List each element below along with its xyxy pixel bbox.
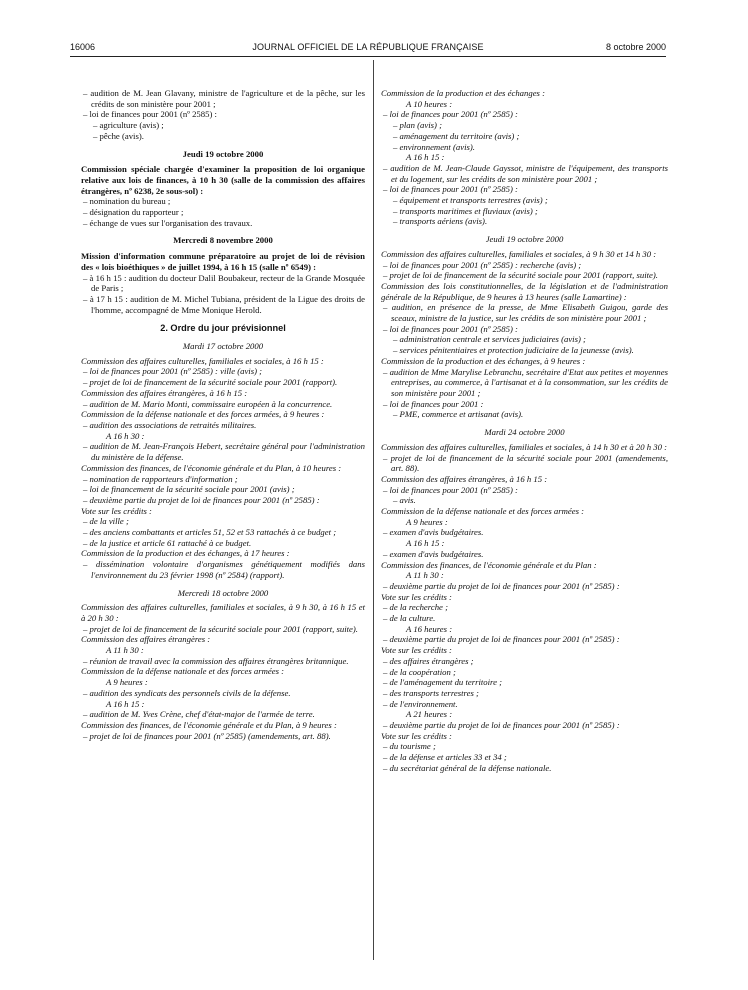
time-label: A 21 heures : [406, 709, 453, 720]
agenda-item: – deuxième partie du projet de loi de finances pour 2001 (nº 2585) : [383, 580, 620, 591]
vote-item: – du secrétariat général de la défense nationale. [383, 762, 552, 773]
agenda-item: – à 16 h 15 : audition du docteur Dalil Boubakeur, recteur de la Grande Mosquée de Paris ; [83, 272, 365, 294]
agenda-subitem: – environnement (avis). [393, 141, 475, 152]
vote-label: Vote sur les crédits : [381, 645, 452, 656]
commission-title: Commission des affaires culturelles, familiales et sociales, à 14 h 30 et à 20 h 30 : [381, 441, 668, 452]
time-label: A 16 h 15 : [106, 698, 145, 709]
vote-item: – de la justice et article 61 rattaché à ce budget. [83, 537, 252, 548]
commission-title: Commission des affaires culturelles, familiales et sociales, à 16 h 15 : [81, 355, 324, 366]
commission-title: Commission des affaires culturelles, familiales et sociales, à 9 h 30, à 16 h 15 et à 20 h 30 : [81, 602, 365, 623]
day-heading: Jeudi 19 octobre 2000 [182, 148, 264, 159]
vote-label: Vote sur les crédits : [81, 505, 152, 516]
agenda-subitem: – aménagement du territoire (avis) ; [393, 130, 520, 141]
vote-item: – de la défense et articles 33 et 34 ; [383, 752, 507, 763]
day-heading: Jeudi 19 octobre 2000 [485, 234, 564, 245]
vote-item: – des affaires étrangères ; [383, 655, 474, 666]
agenda-item: – loi de finances pour 2001 (nº 2585) : [383, 484, 518, 495]
agenda-item: – audition de M. Jean Glavany, ministre de l'agriculture et de la pêche, sur les crédits de son ministère pour 2001 ; [83, 88, 365, 109]
agenda-item: – deuxième partie du projet de loi de finances pour 2001 (nº 2585) : [383, 720, 620, 731]
agenda-subitem: – équipement et transports terrestres (avis) ; [393, 195, 548, 206]
day-heading: Mercredi 18 octobre 2000 [177, 587, 269, 598]
time-label: A 11 h 30 : [406, 570, 444, 581]
commission-title: Commission des affaires étrangères : [81, 634, 211, 645]
agenda-subitem: – PME, commerce et artisanat (avis). [393, 409, 524, 420]
agenda-item: – audition de M. Mario Monti, commissaire européen à la concurrence. [83, 398, 333, 409]
vote-item: – du tourisme ; [383, 741, 436, 752]
vote-item: – de l'environnement. [383, 698, 458, 709]
column-divider [373, 60, 374, 960]
agenda-subitem: – pêche (avis). [93, 130, 144, 141]
agenda-item: – projet de loi de financement de la sécurité sociale pour 2001 (amendements, art. 88). [383, 452, 668, 474]
agenda-item: – audition de M. Jean-François Hebert, secrétaire général pour l'administration du ministère de la défense. [83, 441, 365, 463]
agenda-item: – loi de finances pour 2001 (nº 2585) : [383, 184, 518, 195]
agenda-item: – projet de loi de financement de la sécurité sociale pour 2001 (rapport, suite). [383, 270, 658, 281]
agenda-item: – projet de loi de financement de la sécurité sociale pour 2001 (rapport, suite). [83, 623, 358, 634]
agenda-item: – nomination du bureau ; [83, 196, 171, 207]
agenda-subitem: – transports aériens (avis). [393, 216, 488, 227]
commission-title: Commission des finances, de l'économie générale et du Plan, à 9 heures : [81, 719, 337, 730]
vote-label: Vote sur les crédits : [381, 591, 452, 602]
agenda-item: – examen d'avis budgétaires. [383, 548, 484, 559]
agenda-item: – loi de finances pour 2001 (nº 2585) : ville (avis) ; [83, 366, 263, 377]
agenda-item: – loi de finances pour 2001 (nº 2585) : recherche (avis) ; [383, 259, 582, 270]
agenda-item: – loi de finances pour 2001 (nº 2585) : [83, 109, 217, 120]
vote-item: – de la coopération ; [383, 666, 456, 677]
agenda-item: – examen d'avis budgétaires. [383, 527, 484, 538]
agenda-item: – désignation du rapporteur ; [83, 207, 184, 218]
agenda-subitem: – agriculture (avis) ; [93, 120, 164, 131]
time-label: A 11 h 30 : [106, 645, 144, 656]
agenda-item: – échange de vues sur l'organisation des travaux. [83, 217, 253, 228]
section-heading: 2. Ordre du jour prévisionnel [160, 323, 286, 334]
agenda-subitem: – administration centrale et services judiciaires (avis) ; [393, 334, 586, 345]
agenda-item: – loi de finances pour 2001 : [383, 398, 484, 409]
vote-item: – de la culture. [383, 613, 436, 624]
left-column [81, 88, 365, 741]
agenda-item: – audition des associations de retraités militaires. [83, 419, 257, 430]
agenda-subitem: – services pénitentiaires et protection judiciaire de la jeunesse (avis). [393, 345, 634, 356]
time-label: A 9 heures : [106, 677, 148, 688]
time-label: A 10 heures : [406, 98, 453, 109]
right-column [381, 88, 668, 774]
header-rule [70, 56, 666, 57]
commission-title: Commission de la défense nationale et des forces armées : [381, 506, 585, 517]
commission-title: Commission spéciale chargée d'examiner la proposition de loi organique relative aux lois de finances, à 10 h 30 (salle de la commission des affaires étrangères, nº 6238, 2e sous-sol) : [81, 164, 365, 196]
agenda-item: – réunion de travail avec la commission des affaires étrangères britannique. [83, 655, 349, 666]
agenda-item: – deuxième partie du projet de loi de finances pour 2001 (nº 2585) : [383, 634, 620, 645]
commission-title: Commission des affaires étrangères, à 16 h 15 : [381, 473, 548, 484]
commission-title: Commission des affaires culturelles, familiales et sociales, à 9 h 30 et 14 h 30 : [381, 248, 657, 259]
day-heading: Mardi 17 octobre 2000 [182, 341, 264, 352]
agenda-subitem: – plan (avis) ; [393, 120, 442, 131]
commission-title: Commission des finances, de l'économie générale et du Plan : [381, 559, 597, 570]
commission-title: Commission de la production et des échanges : [381, 88, 545, 98]
commission-title: Commission de la production et des échanges, à 9 heures : [381, 355, 586, 366]
commission-title: Commission des affaires étrangères, à 16 h 15 : [81, 387, 248, 398]
mission-title: Mission d'information commune préparatoire au projet de loi de révision des « lois bioéthiques » de juillet 1994, à 16 h 15 (salle nº 6549) : [81, 251, 365, 272]
vote-item: – de la ville ; [83, 516, 129, 527]
day-heading: Mercredi 8 novembre 2000 [173, 235, 273, 246]
agenda-item: – projet de loi de financement de la sécurité sociale pour 2001 (rapport). [83, 377, 338, 388]
agenda-item: – deuxième partie du projet de loi de finances pour 2001 (nº 2585) : [83, 494, 320, 505]
agenda-item: – nomination de rapporteurs d'information ; [83, 473, 238, 484]
agenda-item: – audition de Mme Marylise Lebranchu, secrétaire d'Etat aux petites et moyennes entreprises, au commerce, à l'artisanat et à la consommation, sur les crédits de son ministère pour 2001 ; [383, 366, 668, 398]
agenda-item: – loi de financement de la sécurité sociale pour 2001 (avis) ; [83, 484, 295, 495]
time-label: A 16 h 15 : [406, 152, 445, 163]
agenda-subitem: – avis. [393, 495, 416, 506]
agenda-item: – à 17 h 15 : audition de M. Michel Tubiana, président de la Ligue des droits de l'homme, accompagné de Mme Monique Herold. [83, 293, 365, 315]
vote-item: – de l'aménagement du territoire ; [383, 677, 503, 688]
agenda-subitem: – transports maritimes et fluviaux (avis) ; [393, 205, 538, 216]
agenda-item: – loi de finances pour 2001 (nº 2585) : [383, 323, 518, 334]
vote-item: – de la recherche ; [383, 602, 448, 613]
commission-title: Commission de la production et des échanges, à 17 heures : [81, 548, 290, 559]
agenda-item: – projet de loi de finances pour 2001 (nº 2585) (amendements, art. 88). [83, 730, 331, 741]
vote-label: Vote sur les crédits : [381, 730, 452, 741]
commission-title: Commission des lois constitutionnelles, de la législation et de l'administration générale de la République, de 9 heures à 13 heures (salle Lamartine) : [381, 280, 668, 302]
issue-date: 8 octobre 2000 [605, 42, 666, 52]
commission-title: Commission de la défense nationale et des forces armées, à 9 heures : [81, 409, 325, 420]
commission-title: Commission des finances, de l'économie générale et du Plan, à 10 heures : [81, 462, 342, 473]
agenda-item: – audition des syndicats des personnels civils de la défense. [83, 687, 291, 698]
time-label: A 9 heures : [406, 516, 448, 527]
time-label: A 16 heures : [406, 623, 453, 634]
vote-item: – des transports terrestres ; [383, 687, 479, 698]
commission-title: Commission de la défense nationale et des forces armées : [81, 666, 285, 677]
agenda-item: – audition de M. Yves Crène, chef d'état-major de l'armée de terre. [83, 709, 315, 720]
page-number: 16006 [70, 42, 96, 52]
agenda-item: – audition, en présence de la presse, de Mme Elisabeth Guigou, garde des sceaux, ministre de la justice, sur les crédits de son ministère pour 2001 ; [383, 302, 668, 324]
agenda-item: – audition de M. Jean-Claude Gayssot, ministre de l'équipement, des transports et du logement, sur les crédits de son ministère pour 2001 ; [383, 162, 668, 184]
journal-title: JOURNAL OFFICIEL DE LA RÉPUBLIQUE FRANÇAISE [252, 42, 484, 52]
agenda-item: – loi de finances pour 2001 (nº 2585) : [383, 109, 518, 120]
agenda-item: – dissémination volontaire d'organismes génétiquement modifiés dans l'environnement du 23 février 1998 (nº 2584) (rapport). [83, 559, 365, 580]
day-heading: Mardi 24 octobre 2000 [484, 427, 565, 438]
vote-item: – des anciens combattants et articles 51, 52 et 53 rattachés à ce budget ; [83, 527, 337, 538]
time-label: A 16 h 30 : [106, 430, 145, 441]
page-header [70, 42, 666, 56]
time-label: A 16 h 15 : [406, 538, 445, 549]
